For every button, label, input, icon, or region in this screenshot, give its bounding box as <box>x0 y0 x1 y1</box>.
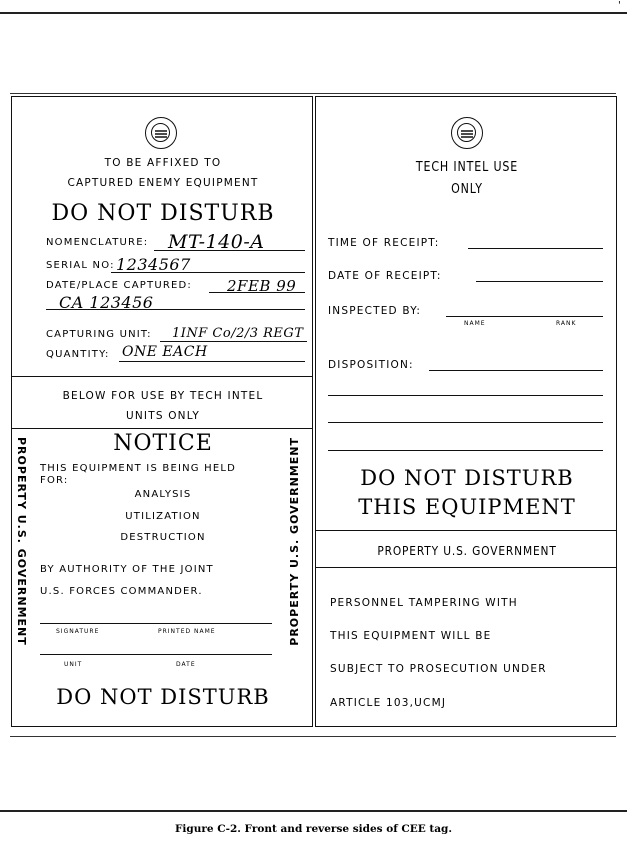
disposition-line-3 <box>328 422 603 423</box>
front-footer: DO NOT DISTURB <box>56 685 270 709</box>
inspected-by-label: INSPECTED BY: <box>328 305 422 317</box>
purpose-utilization: UTILIZATION <box>125 511 201 522</box>
page-bottom-rule <box>0 810 627 812</box>
place-value: CA 123456 <box>59 293 154 312</box>
quantity-label: QUANTITY: <box>46 349 110 360</box>
date-of-receipt-line <box>476 281 603 282</box>
unit-date-line <box>40 654 272 655</box>
tag-hole-icon <box>451 117 483 149</box>
warning-line1: PERSONNEL TAMPERING WITH <box>330 597 518 609</box>
date-value: 2FEB 99 <box>227 277 297 295</box>
back-title-line1: TECH INTEL USE <box>415 160 519 175</box>
front-do-not-disturb: DO NOT DISTURB <box>51 201 275 226</box>
notice-divider <box>12 428 312 429</box>
nomenclature-label: NOMENCLATURE: <box>46 237 149 248</box>
unit-label: UNIT <box>64 661 83 668</box>
held-line2: FOR: <box>40 475 69 486</box>
property-top-rule <box>316 530 616 531</box>
front-header-line2: CAPTURED ENEMY EQUIPMENT <box>67 177 259 189</box>
nomenclature-value: MT-140-A <box>168 231 265 253</box>
warning-line3: SUBJECT TO PROSECUTION UNDER <box>330 663 547 675</box>
printed-name-label: PRINTED NAME <box>158 628 216 635</box>
property-bottom-rule <box>316 567 616 568</box>
disposition-line-4 <box>328 450 603 451</box>
warning-line4: ARTICLE 103,UCMJ <box>330 697 447 709</box>
vertical-property-left: PROPERTY U.S. GOVERNMENT <box>15 437 28 646</box>
figure-caption: Figure C-2. Front and reverse sides of CEE tag. <box>174 823 453 835</box>
tag-hole-icon <box>145 117 177 149</box>
vertical-property-right: PROPERTY U.S. GOVERNMENT <box>288 437 301 646</box>
below-line1: BELOW FOR USE BY TECH INTEL <box>62 390 264 402</box>
tag-hole-hatch-icon <box>461 128 473 139</box>
below-line2: UNITS ONLY <box>125 410 201 422</box>
serial-value: 1234567 <box>116 255 191 274</box>
back-title-line2: ONLY <box>451 182 483 197</box>
held-line1: THIS EQUIPMENT IS BEING HELD <box>40 463 237 474</box>
disposition-line-1 <box>429 370 603 371</box>
date-of-receipt-label: DATE OF RECEIPT: <box>328 270 442 282</box>
capturing-unit-line <box>160 341 307 342</box>
page-top-rule <box>0 12 627 14</box>
front-divider <box>12 376 312 377</box>
back-property: PROPERTY U.S. GOVERNMENT <box>377 543 557 558</box>
capturing-unit-label: CAPTURING UNIT: <box>46 329 152 340</box>
back-dnd-line1: DO NOT DISTURB <box>360 466 574 490</box>
name-label: NAME <box>464 320 486 327</box>
rank-label: RANK <box>556 320 577 327</box>
corner-mark: ' <box>618 0 621 11</box>
serial-label: SERIAL NO: <box>46 260 115 271</box>
date-place-label: DATE/PLACE CAPTURED: <box>46 280 192 291</box>
back-dnd-line2: THIS EQUIPMENT <box>358 495 576 519</box>
disposition-line-2 <box>328 395 603 396</box>
back-tag <box>315 96 617 727</box>
time-of-receipt-line <box>468 248 603 249</box>
front-tag <box>11 96 313 727</box>
authority-line2: U.S. FORCES COMMANDER. <box>40 586 203 597</box>
signature-label: SIGNATURE <box>56 628 100 635</box>
front-header-line1: TO BE AFFIXED TO <box>104 157 222 169</box>
quantity-line <box>119 361 305 362</box>
quantity-value: ONE EACH <box>122 344 208 360</box>
inspected-by-line <box>446 316 603 317</box>
date-sig-label: DATE <box>176 661 196 668</box>
capturing-unit-value: 1INF Co/2/3 REGT <box>172 326 304 341</box>
authority-line1: BY AUTHORITY OF THE JOINT <box>40 564 214 575</box>
warning-line2: THIS EQUIPMENT WILL BE <box>330 630 492 642</box>
notice-title: NOTICE <box>113 431 213 456</box>
disposition-label: DISPOSITION: <box>328 359 414 371</box>
purpose-destruction: DESTRUCTION <box>120 532 206 543</box>
time-of-receipt-label: TIME OF RECEIPT: <box>328 237 440 249</box>
purpose-analysis: ANALYSIS <box>134 489 192 500</box>
signature-line <box>40 623 272 624</box>
tag-hole-hatch-icon <box>155 128 167 139</box>
